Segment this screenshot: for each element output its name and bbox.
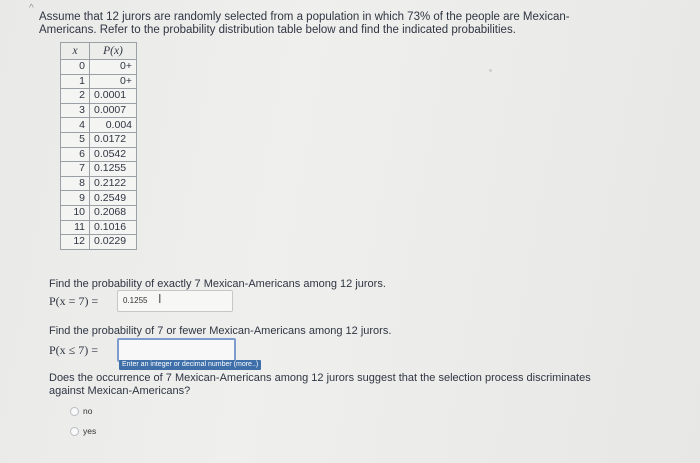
- cell-px: 0.1255: [90, 162, 137, 177]
- probability-distribution-table: [60, 42, 137, 250]
- cell-px: 0+: [90, 74, 137, 89]
- question-2-text: Find the probability of 7 or fewer Mexican-Americans among 12 jurors.: [49, 325, 392, 337]
- table-row: [61, 118, 137, 133]
- cell-px: 0.0229: [90, 235, 137, 250]
- cell-x: 4: [61, 118, 90, 133]
- problem-statement-line-2: Americans. Refer to the probability distribution table below and find the indicated probabilities.: [39, 24, 516, 36]
- cell-px: 0.0007: [90, 103, 137, 118]
- screen-artifact-dot: [489, 69, 492, 72]
- collapse-caret-icon[interactable]: ^: [29, 3, 34, 14]
- question-3-line-1: Does the occurrence of 7 Mexican-Americans among 12 jurors suggest that the selection process discriminates: [49, 372, 591, 384]
- radio-yes[interactable]: [70, 427, 79, 436]
- option-yes[interactable]: [70, 426, 96, 436]
- table-row: [61, 103, 137, 118]
- table-row: [61, 147, 137, 162]
- table-row: [61, 176, 137, 191]
- cell-px: 0.0542: [90, 147, 137, 162]
- cell-px: 0.0172: [90, 132, 137, 147]
- table-row: [61, 132, 137, 147]
- table-row: [61, 162, 137, 177]
- table-header-row: [61, 43, 137, 60]
- problem-statement: [39, 11, 599, 37]
- radio-no[interactable]: [70, 407, 79, 416]
- cell-px: 0.1016: [90, 220, 137, 235]
- table-row: [61, 60, 137, 75]
- table-row: [61, 235, 137, 250]
- cell-x: 8: [61, 176, 90, 191]
- table-row: [61, 74, 137, 89]
- question-3-line-2: against Mexican-Americans?: [49, 385, 191, 397]
- answer-1-value: 0.1255: [123, 296, 148, 305]
- cell-x: 1: [61, 74, 90, 89]
- cell-px: 0.0001: [90, 89, 137, 104]
- option-no-label: no: [83, 406, 93, 416]
- cell-x: 12: [61, 235, 90, 250]
- cell-px: 0.2122: [90, 176, 137, 191]
- table-body: [61, 60, 137, 250]
- cell-x: 6: [61, 147, 90, 162]
- table-row: [61, 89, 137, 104]
- cell-x: 11: [61, 220, 90, 235]
- cell-x: 7: [61, 162, 90, 177]
- cell-px: 0.2549: [90, 191, 137, 206]
- question-2-expression: P(x ≤ 7) =: [49, 343, 99, 357]
- cell-x: 5: [61, 132, 90, 147]
- cell-px: 0.004: [90, 118, 137, 133]
- cell-x: 9: [61, 191, 90, 206]
- table-row: [61, 205, 137, 220]
- problem-statement-line-1: Assume that 12 jurors are randomly selected from a population in which 73% of the people are Mexican-: [39, 11, 570, 23]
- question-1-expression: P(x = 7) =: [49, 294, 99, 308]
- text-cursor-icon: I: [158, 292, 162, 306]
- option-no[interactable]: [70, 406, 92, 416]
- input-hint-tooltip[interactable]: Enter an integer or decimal number (more..): [119, 360, 261, 370]
- answer-2-input[interactable]: [117, 338, 236, 362]
- cell-x: 10: [61, 205, 90, 220]
- cell-x: 0: [61, 60, 90, 75]
- option-yes-label: yes: [83, 426, 97, 436]
- question-1-text: Find the probability of exactly 7 Mexican-Americans among 12 jurors.: [49, 278, 386, 290]
- header-x: x: [61, 43, 90, 60]
- table-row: [61, 191, 137, 206]
- cell-x: 2: [61, 89, 90, 104]
- cell-px: 0.2068: [90, 205, 137, 220]
- question-3-text: [49, 372, 591, 398]
- cell-px: 0+: [90, 60, 137, 75]
- header-px: P(x): [90, 43, 137, 60]
- answer-1-input[interactable]: [117, 290, 233, 312]
- cell-x: 3: [61, 103, 90, 118]
- table-row: [61, 220, 137, 235]
